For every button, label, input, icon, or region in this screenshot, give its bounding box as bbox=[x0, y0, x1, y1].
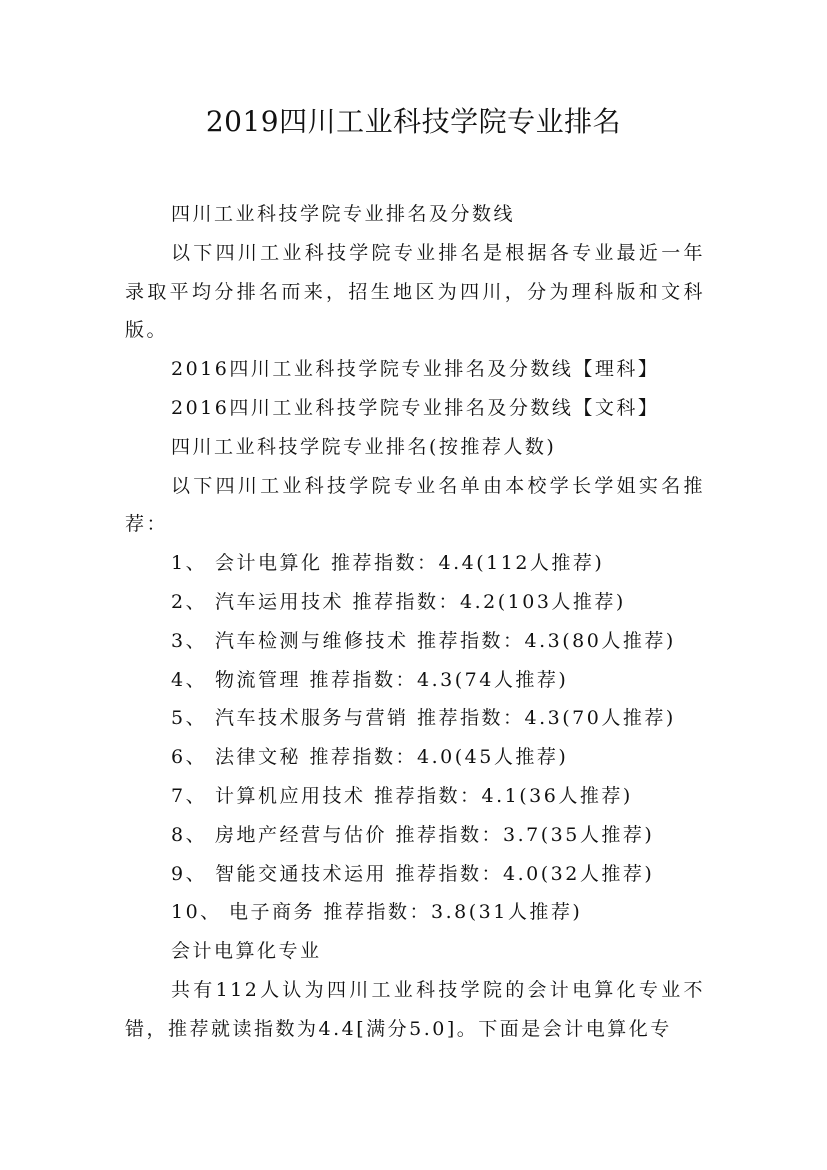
list-item-number: 9、 bbox=[171, 862, 208, 885]
list-item-text: 会计电算化 推荐指数：4.4(112人推荐) bbox=[215, 552, 605, 575]
list-item-number: 5、 bbox=[171, 707, 208, 730]
arts-ranking-link-text: 2016四川工业科技学院专业排名及分数线【文科】 bbox=[171, 396, 660, 419]
list-item-text: 智能交通技术运用 推荐指数：4.0(32人推荐) bbox=[215, 862, 655, 885]
list-item-number: 10、 bbox=[171, 901, 222, 924]
list-item-text: 法律文秘 推荐指数：4.0(45人推荐) bbox=[215, 746, 569, 769]
list-item bbox=[125, 699, 705, 738]
list-item-text: 电子商务 推荐指数：3.8(31人推荐) bbox=[229, 901, 583, 924]
document-body bbox=[125, 195, 705, 1049]
section-heading-accounting: 会计电算化专业 bbox=[171, 940, 322, 963]
list-item-number: 6、 bbox=[171, 746, 208, 769]
intro-paragraph: 以下四川工业科技学院专业排名是根据各专业最近一年录取平均分排名而来，招生地区为四川，分为理科版和文科版。 bbox=[125, 241, 705, 342]
list-item-number: 3、 bbox=[171, 629, 208, 652]
list-item bbox=[125, 583, 705, 622]
section-heading-recommendation: 四川工业科技学院专业排名(按推荐人数) bbox=[171, 435, 557, 458]
list-item-text: 计算机应用技术 推荐指数：4.1(36人推荐) bbox=[215, 784, 633, 807]
accounting-paragraph: 共有112人认为四川工业科技学院的会计电算化专业不错，推荐就读指数为4.4[满分5.0]。下面是会计电算化专 bbox=[125, 978, 705, 1040]
list-item-text: 物流管理 推荐指数：4.3(74人推荐) bbox=[215, 668, 569, 691]
list-item-text: 汽车技术服务与营销 推荐指数：4.3(70人推荐) bbox=[215, 707, 676, 730]
list-item bbox=[125, 893, 705, 932]
ranking-list bbox=[125, 544, 705, 932]
list-item-text: 汽车运用技术 推荐指数：4.2(103人推荐) bbox=[215, 590, 626, 613]
list-item bbox=[125, 777, 705, 816]
list-item-number: 1、 bbox=[171, 552, 208, 575]
list-item-text: 汽车检测与维修技术 推荐指数：4.3(80人推荐) bbox=[215, 629, 676, 652]
list-item bbox=[125, 816, 705, 855]
list-item-number: 2、 bbox=[171, 590, 208, 613]
section-heading-score-line: 四川工业科技学院专业排名及分数线 bbox=[171, 203, 516, 225]
list-item bbox=[125, 622, 705, 661]
list-item bbox=[125, 544, 705, 583]
list-item-number: 7、 bbox=[171, 784, 208, 807]
list-item bbox=[125, 738, 705, 777]
list-item bbox=[125, 855, 705, 894]
list-item-number: 8、 bbox=[171, 823, 208, 846]
list-item bbox=[125, 661, 705, 700]
science-ranking-link-text: 2016四川工业科技学院专业排名及分数线【理科】 bbox=[171, 358, 660, 381]
list-item-number: 4、 bbox=[171, 668, 208, 691]
recommendation-intro-paragraph: 以下四川工业科技学院专业名单由本校学长学姐实名推荐： bbox=[125, 474, 705, 536]
document-title: 2019四川工业科技学院专业排名 bbox=[205, 105, 622, 138]
list-item-text: 房地产经营与估价 推荐指数：3.7(35人推荐) bbox=[215, 823, 655, 846]
